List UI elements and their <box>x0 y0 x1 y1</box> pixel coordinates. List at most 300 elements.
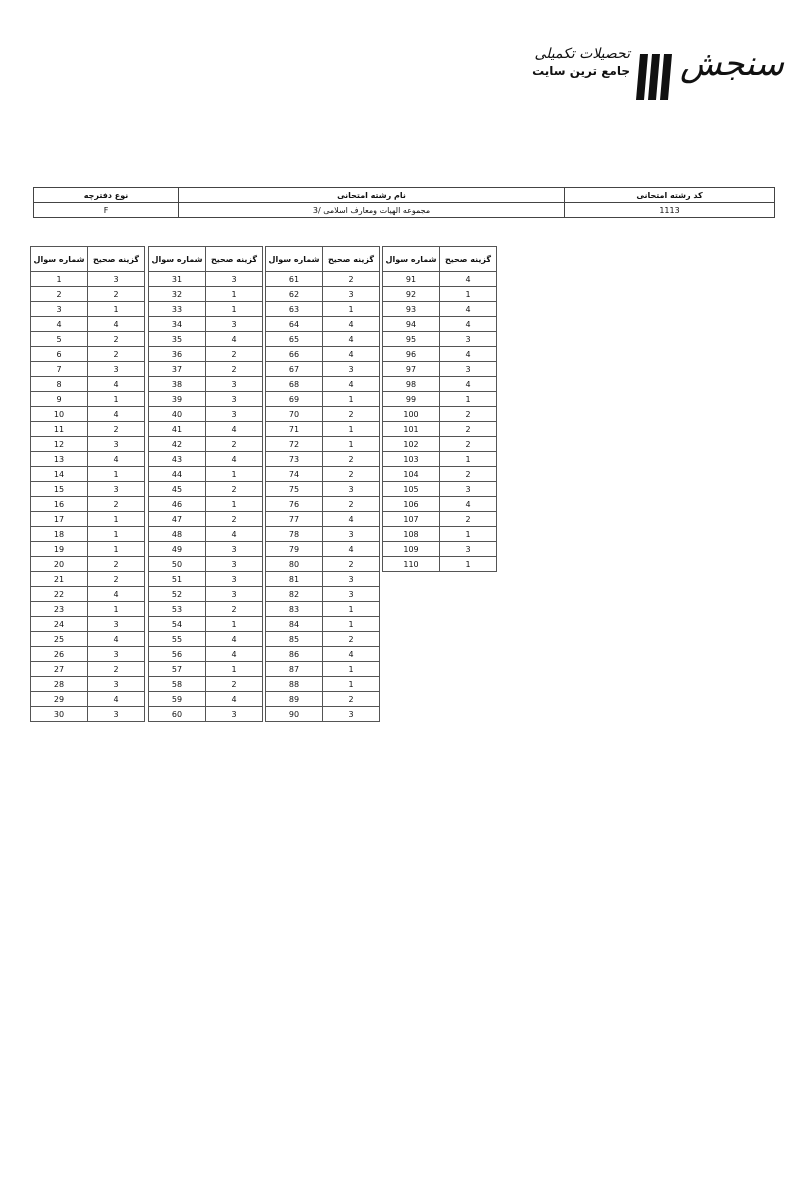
question-number: 37 <box>149 362 206 377</box>
answer-row <box>31 677 145 692</box>
question-number: 38 <box>149 377 206 392</box>
answer-table-header <box>383 247 497 272</box>
logo-tagline-italic: تحصیلات تکمیلی <box>534 46 630 62</box>
question-number: 77 <box>266 512 323 527</box>
logo-name: سنجش <box>679 44 784 84</box>
answer-value: 3 <box>323 572 380 587</box>
answer-value: 4 <box>206 692 263 707</box>
answer-value: 2 <box>323 452 380 467</box>
question-number: 44 <box>149 467 206 482</box>
answer-row <box>149 662 263 677</box>
question-number: 70 <box>266 407 323 422</box>
answer-row <box>149 317 263 332</box>
answer-row <box>31 287 145 302</box>
answer-value: 2 <box>88 332 145 347</box>
answer-value: 4 <box>323 317 380 332</box>
answer-value: 4 <box>323 542 380 557</box>
question-number: 27 <box>31 662 88 677</box>
answer-value: 1 <box>440 452 497 467</box>
answer-value: 3 <box>206 392 263 407</box>
question-number: 68 <box>266 377 323 392</box>
answer-row <box>31 272 145 287</box>
answer-row <box>149 587 263 602</box>
answer-row <box>149 557 263 572</box>
question-number: 79 <box>266 542 323 557</box>
answer-row <box>266 557 380 572</box>
question-number: 54 <box>149 617 206 632</box>
booklet-type-header: نوع دفترچه <box>34 188 179 203</box>
answer-row <box>149 392 263 407</box>
answer-value: 2 <box>323 407 380 422</box>
question-number: 15 <box>31 482 88 497</box>
answer-row <box>31 692 145 707</box>
question-number: 21 <box>31 572 88 587</box>
answer-value: 3 <box>440 542 497 557</box>
answer-row <box>383 332 497 347</box>
answer-row <box>31 407 145 422</box>
question-number: 22 <box>31 587 88 602</box>
question-number: 8 <box>31 377 88 392</box>
answer-value: 2 <box>323 497 380 512</box>
answer-value: 4 <box>206 647 263 662</box>
answer-row <box>266 647 380 662</box>
answer-value: 1 <box>206 662 263 677</box>
answer-column-header: گزینه صحیح <box>88 247 145 272</box>
question-number: 83 <box>266 602 323 617</box>
answer-value: 3 <box>88 677 145 692</box>
answer-value: 4 <box>323 647 380 662</box>
answer-value: 1 <box>206 617 263 632</box>
answer-row <box>149 617 263 632</box>
question-number: 102 <box>383 437 440 452</box>
question-number: 65 <box>266 332 323 347</box>
answer-row <box>149 632 263 647</box>
answer-value: 3 <box>206 317 263 332</box>
answer-row <box>31 602 145 617</box>
answer-value: 1 <box>88 527 145 542</box>
answer-row <box>266 587 380 602</box>
answer-row <box>383 392 497 407</box>
answer-row <box>149 482 263 497</box>
question-number: 94 <box>383 317 440 332</box>
answer-row <box>149 542 263 557</box>
answer-value: 2 <box>323 272 380 287</box>
question-number: 2 <box>31 287 88 302</box>
question-number: 57 <box>149 662 206 677</box>
question-number: 56 <box>149 647 206 662</box>
answer-row <box>149 407 263 422</box>
question-number: 87 <box>266 662 323 677</box>
question-number: 72 <box>266 437 323 452</box>
answer-value: 2 <box>88 422 145 437</box>
question-number: 51 <box>149 572 206 587</box>
question-number: 31 <box>149 272 206 287</box>
answer-value: 2 <box>206 437 263 452</box>
answer-row <box>149 527 263 542</box>
answer-row <box>266 362 380 377</box>
question-number: 14 <box>31 467 88 482</box>
question-number: 42 <box>149 437 206 452</box>
answer-row <box>149 272 263 287</box>
answer-value: 4 <box>206 452 263 467</box>
question-number: 101 <box>383 422 440 437</box>
question-number: 80 <box>266 557 323 572</box>
answer-row <box>149 452 263 467</box>
answer-row <box>149 497 263 512</box>
question-number: 103 <box>383 452 440 467</box>
answer-value: 2 <box>88 662 145 677</box>
question-number: 24 <box>31 617 88 632</box>
answer-value: 2 <box>323 557 380 572</box>
answer-row <box>31 647 145 662</box>
question-number: 25 <box>31 632 88 647</box>
answer-row <box>383 467 497 482</box>
question-column-header: شماره سوال <box>149 247 206 272</box>
question-number: 45 <box>149 482 206 497</box>
question-number: 108 <box>383 527 440 542</box>
exam-info-header-row <box>34 188 775 203</box>
answer-table-3 <box>265 246 380 722</box>
answer-row <box>266 332 380 347</box>
answer-value: 3 <box>323 707 380 722</box>
answer-row <box>149 692 263 707</box>
answer-row <box>31 347 145 362</box>
answer-value: 1 <box>440 287 497 302</box>
answer-row <box>149 512 263 527</box>
answer-value: 1 <box>88 542 145 557</box>
answer-row <box>31 377 145 392</box>
answer-row <box>31 512 145 527</box>
answer-row <box>383 542 497 557</box>
answer-value: 2 <box>323 692 380 707</box>
answer-table-4 <box>382 246 497 572</box>
answer-value: 3 <box>206 587 263 602</box>
answer-row <box>31 632 145 647</box>
question-number: 88 <box>266 677 323 692</box>
answer-row <box>383 422 497 437</box>
answer-value: 1 <box>440 527 497 542</box>
question-number: 20 <box>31 557 88 572</box>
question-number: 100 <box>383 407 440 422</box>
answer-value: 4 <box>206 632 263 647</box>
answer-row <box>31 437 145 452</box>
answer-row <box>266 602 380 617</box>
question-number: 48 <box>149 527 206 542</box>
answer-value: 3 <box>88 482 145 497</box>
answer-value: 4 <box>440 272 497 287</box>
question-number: 67 <box>266 362 323 377</box>
answer-value: 4 <box>88 587 145 602</box>
answer-value: 1 <box>323 602 380 617</box>
answer-row <box>149 287 263 302</box>
answer-value: 3 <box>323 587 380 602</box>
answer-value: 4 <box>206 422 263 437</box>
question-number: 106 <box>383 497 440 512</box>
question-number: 53 <box>149 602 206 617</box>
answer-row <box>31 572 145 587</box>
answer-value: 3 <box>440 482 497 497</box>
question-number: 34 <box>149 317 206 332</box>
answer-value: 2 <box>88 287 145 302</box>
answer-row <box>266 677 380 692</box>
answer-row <box>31 332 145 347</box>
answer-column-header: گزینه صحیح <box>323 247 380 272</box>
answer-row <box>266 617 380 632</box>
question-number: 17 <box>31 512 88 527</box>
answer-row <box>31 392 145 407</box>
answer-value: 4 <box>88 407 145 422</box>
question-number: 1 <box>31 272 88 287</box>
question-number: 85 <box>266 632 323 647</box>
question-column-header: شماره سوال <box>266 247 323 272</box>
answer-row <box>266 407 380 422</box>
question-number: 96 <box>383 347 440 362</box>
answer-row <box>266 542 380 557</box>
question-number: 76 <box>266 497 323 512</box>
question-number: 89 <box>266 692 323 707</box>
answer-value: 1 <box>323 617 380 632</box>
question-number: 81 <box>266 572 323 587</box>
answer-table-header <box>266 247 380 272</box>
answer-value: 4 <box>440 302 497 317</box>
question-number: 19 <box>31 542 88 557</box>
answer-value: 3 <box>440 332 497 347</box>
question-number: 47 <box>149 512 206 527</box>
question-number: 43 <box>149 452 206 467</box>
answer-value: 2 <box>206 347 263 362</box>
question-number: 7 <box>31 362 88 377</box>
answer-value: 1 <box>206 497 263 512</box>
answer-value: 4 <box>206 527 263 542</box>
answer-row <box>149 437 263 452</box>
answer-row <box>31 302 145 317</box>
answer-row <box>31 527 145 542</box>
question-number: 92 <box>383 287 440 302</box>
answer-value: 1 <box>323 662 380 677</box>
question-number: 4 <box>31 317 88 332</box>
question-number: 52 <box>149 587 206 602</box>
answer-value: 3 <box>88 362 145 377</box>
question-number: 86 <box>266 647 323 662</box>
answer-row <box>31 482 145 497</box>
answer-row <box>31 467 145 482</box>
answer-value: 2 <box>88 557 145 572</box>
answer-value: 1 <box>440 557 497 572</box>
question-number: 98 <box>383 377 440 392</box>
answer-value: 4 <box>323 512 380 527</box>
exam-info-table <box>33 187 775 218</box>
question-number: 41 <box>149 422 206 437</box>
answer-table-1 <box>30 246 145 722</box>
answer-value: 3 <box>323 482 380 497</box>
answer-row <box>383 437 497 452</box>
answer-value: 3 <box>323 527 380 542</box>
answer-value: 1 <box>206 287 263 302</box>
question-number: 5 <box>31 332 88 347</box>
answer-row <box>31 707 145 722</box>
answer-value: 1 <box>206 467 263 482</box>
answer-row <box>266 707 380 722</box>
question-number: 29 <box>31 692 88 707</box>
answer-row <box>266 317 380 332</box>
answer-value: 1 <box>88 467 145 482</box>
question-number: 66 <box>266 347 323 362</box>
answer-value: 3 <box>88 272 145 287</box>
answer-row <box>149 467 263 482</box>
answer-table-header <box>149 247 263 272</box>
answer-value: 4 <box>440 317 497 332</box>
question-number: 49 <box>149 542 206 557</box>
answer-value: 4 <box>440 377 497 392</box>
answer-value: 1 <box>323 437 380 452</box>
answer-row <box>383 497 497 512</box>
question-number: 18 <box>31 527 88 542</box>
answer-row <box>266 452 380 467</box>
question-column-header: شماره سوال <box>31 247 88 272</box>
question-number: 26 <box>31 647 88 662</box>
field-code-value: 1113 <box>565 203 775 218</box>
question-number: 78 <box>266 527 323 542</box>
question-number: 9 <box>31 392 88 407</box>
answer-value: 3 <box>206 707 263 722</box>
question-number: 84 <box>266 617 323 632</box>
answer-value: 2 <box>440 422 497 437</box>
question-number: 55 <box>149 632 206 647</box>
answer-value: 2 <box>440 407 497 422</box>
answer-row <box>266 512 380 527</box>
answer-row <box>383 317 497 332</box>
answer-row <box>149 707 263 722</box>
answer-value: 2 <box>206 482 263 497</box>
answer-row <box>266 392 380 407</box>
answer-value: 3 <box>88 647 145 662</box>
answer-value: 2 <box>440 512 497 527</box>
answer-row <box>266 272 380 287</box>
question-number: 36 <box>149 347 206 362</box>
answer-value: 1 <box>323 392 380 407</box>
answer-row <box>266 527 380 542</box>
answer-value: 4 <box>88 632 145 647</box>
answer-value: 3 <box>440 362 497 377</box>
question-number: 12 <box>31 437 88 452</box>
answer-row <box>31 617 145 632</box>
answer-value: 1 <box>323 677 380 692</box>
question-number: 93 <box>383 302 440 317</box>
answer-row <box>31 542 145 557</box>
answer-value: 4 <box>88 317 145 332</box>
question-number: 71 <box>266 422 323 437</box>
answer-row <box>383 377 497 392</box>
answer-value: 3 <box>206 572 263 587</box>
answer-value: 3 <box>206 377 263 392</box>
answer-value: 3 <box>206 542 263 557</box>
answer-row <box>266 632 380 647</box>
answer-row <box>149 302 263 317</box>
answer-row <box>383 302 497 317</box>
answer-value: 1 <box>88 392 145 407</box>
answer-row <box>149 572 263 587</box>
answer-value: 3 <box>206 272 263 287</box>
answer-value: 3 <box>88 707 145 722</box>
question-number: 91 <box>383 272 440 287</box>
question-number: 11 <box>31 422 88 437</box>
question-number: 28 <box>31 677 88 692</box>
answer-row <box>31 662 145 677</box>
answer-row <box>31 587 145 602</box>
answer-row <box>31 557 145 572</box>
answer-value: 1 <box>88 512 145 527</box>
answer-value: 1 <box>323 302 380 317</box>
answer-value: 4 <box>323 332 380 347</box>
answer-row <box>31 362 145 377</box>
answer-value: 3 <box>206 557 263 572</box>
question-number: 107 <box>383 512 440 527</box>
answer-value: 2 <box>88 347 145 362</box>
answer-table-2 <box>148 246 263 722</box>
answer-row <box>149 602 263 617</box>
field-name-header: نام رشته امتحانی <box>179 188 565 203</box>
answer-value: 2 <box>88 497 145 512</box>
question-number: 99 <box>383 392 440 407</box>
answer-value: 1 <box>323 422 380 437</box>
exam-info-value-row <box>34 203 775 218</box>
answer-value: 4 <box>440 497 497 512</box>
question-number: 109 <box>383 542 440 557</box>
question-number: 30 <box>31 707 88 722</box>
answer-column-header: گزینه صحیح <box>206 247 263 272</box>
question-number: 95 <box>383 332 440 347</box>
question-number: 105 <box>383 482 440 497</box>
answer-value: 4 <box>323 377 380 392</box>
answer-row <box>266 497 380 512</box>
answer-row <box>383 452 497 467</box>
question-number: 104 <box>383 467 440 482</box>
question-number: 40 <box>149 407 206 422</box>
question-number: 74 <box>266 467 323 482</box>
question-number: 97 <box>383 362 440 377</box>
field-name-value: مجموعه الهیات ومعارف اسلامی /3 <box>179 203 565 218</box>
answer-row <box>383 482 497 497</box>
answer-value: 2 <box>206 512 263 527</box>
answer-column-header: گزینه صحیح <box>440 247 497 272</box>
answer-value: 1 <box>88 602 145 617</box>
answer-value: 3 <box>323 362 380 377</box>
answer-row <box>149 377 263 392</box>
question-number: 3 <box>31 302 88 317</box>
answer-value: 3 <box>323 287 380 302</box>
answer-row <box>149 362 263 377</box>
answer-value: 4 <box>88 377 145 392</box>
question-number: 50 <box>149 557 206 572</box>
answer-row <box>31 422 145 437</box>
answer-row <box>383 287 497 302</box>
answer-row <box>149 677 263 692</box>
question-number: 16 <box>31 497 88 512</box>
question-number: 13 <box>31 452 88 467</box>
logo <box>490 38 790 108</box>
answer-row <box>266 572 380 587</box>
answer-row <box>266 287 380 302</box>
answer-row <box>383 272 497 287</box>
logo-tagline: جامع ترین سایت <box>532 64 630 78</box>
answer-value: 3 <box>88 617 145 632</box>
answer-value: 4 <box>440 347 497 362</box>
question-number: 35 <box>149 332 206 347</box>
question-number: 62 <box>266 287 323 302</box>
question-number: 110 <box>383 557 440 572</box>
answer-value: 2 <box>323 467 380 482</box>
answer-value: 1 <box>440 392 497 407</box>
